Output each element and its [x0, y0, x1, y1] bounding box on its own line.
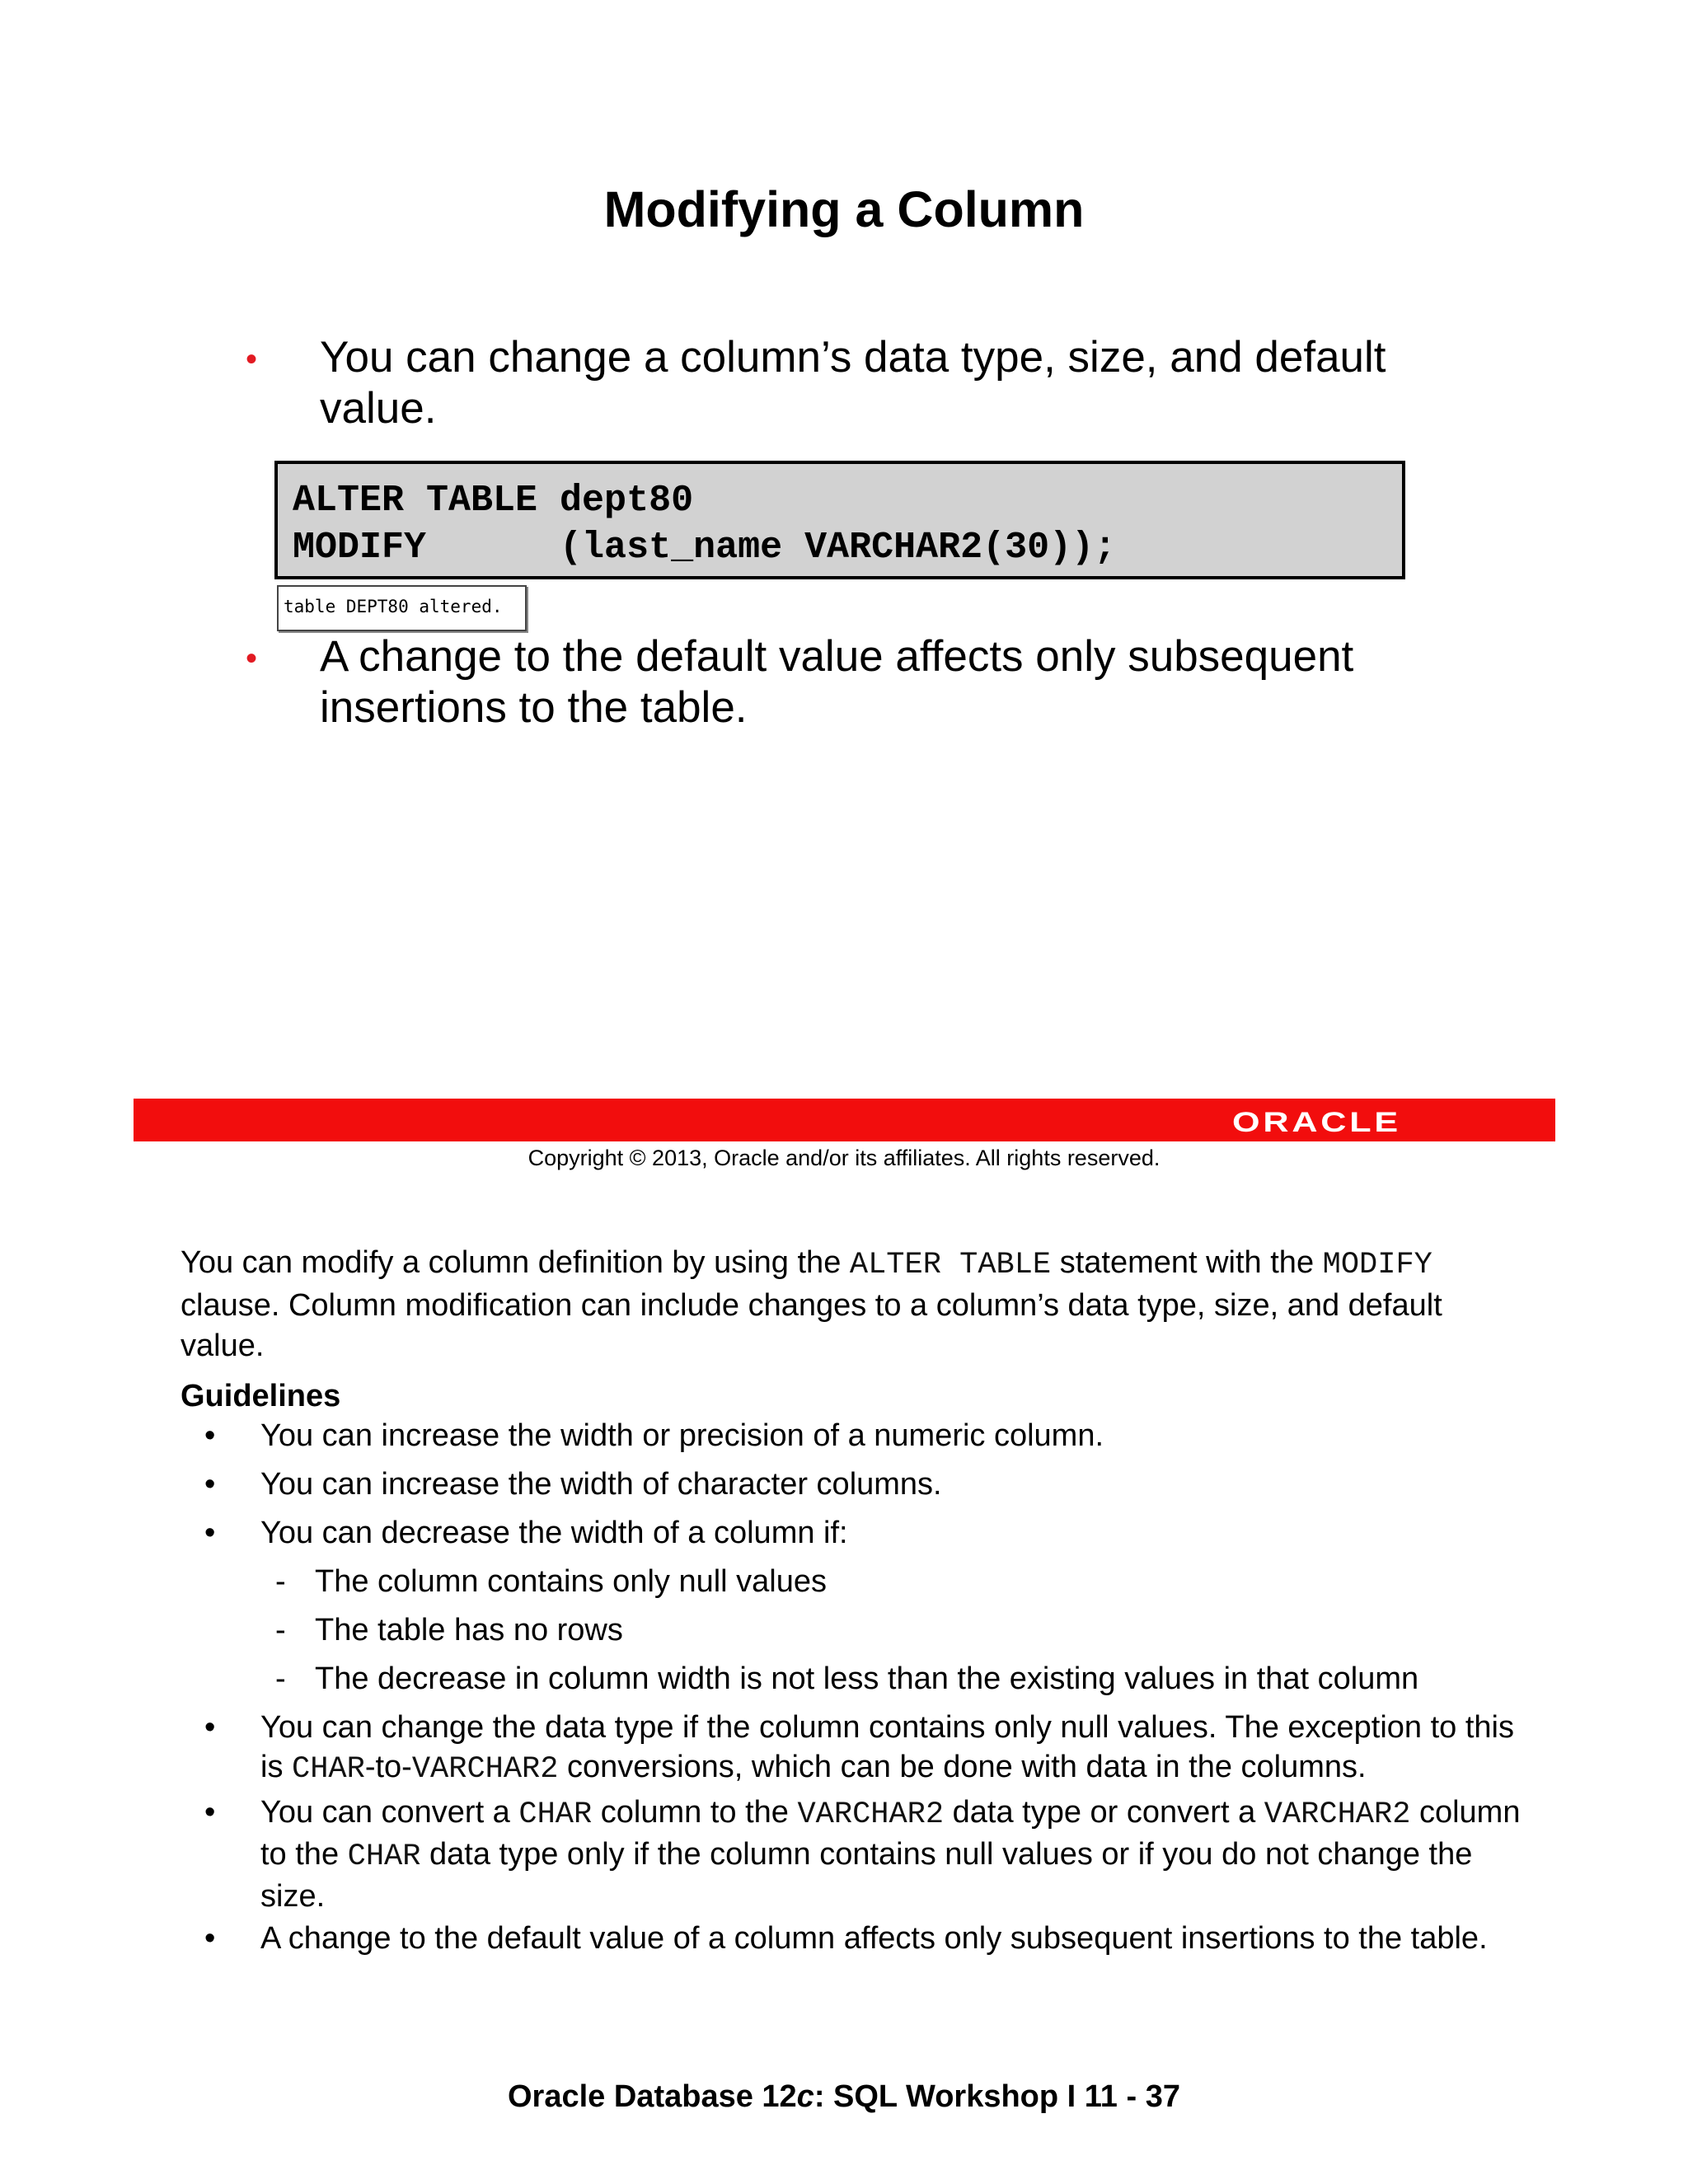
query-result-box: table DEPT80 altered. — [277, 585, 527, 631]
oracle-logo — [1232, 1108, 1405, 1135]
code-block — [274, 461, 1405, 579]
page-footer: Oracle Database 12c: SQL Workshop I 11 - 37 — [508, 2079, 1180, 2114]
notes-intro-paragraph: You can modify a column definition by using the ALTER TABLE statement with the MODIFY clause. Column modification can include changes to a column’s data type, size, and default value. — [181, 1245, 1442, 1363]
slide-bullet-text: You can change a column’s data type, size, and default value. — [320, 333, 1386, 433]
bullet-icon: • — [204, 1710, 216, 1745]
bullet-icon: • — [204, 1795, 216, 1830]
bullet-icon: • — [204, 1467, 216, 1502]
bullet-icon: • — [204, 1418, 216, 1453]
guidelines-heading: Guidelines — [181, 1379, 341, 1413]
bullet-icon: • — [246, 341, 258, 377]
code-line: MODIFY (last_name VARCHAR2(30)); — [293, 527, 1117, 569]
copyright-text: Copyright © 2013, Oracle and/or its affiliates. All rights reserved. — [528, 1146, 1160, 1170]
dash-icon: - — [275, 1564, 286, 1599]
dash-icon: - — [275, 1661, 286, 1696]
code-line: ALTER TABLE dept80 — [293, 480, 694, 522]
bullet-icon: • — [204, 1516, 216, 1550]
bullet-icon: • — [246, 640, 258, 677]
dash-icon: - — [275, 1613, 286, 1647]
oracle-logo-text: ORACLE — [1232, 1108, 1401, 1135]
slide-title: Modifying a Column — [603, 181, 1085, 237]
slide-bullet-text: A change to the default value affects only subsequent insertions to the table. — [320, 632, 1354, 732]
bullet-icon: • — [204, 1921, 216, 1956]
